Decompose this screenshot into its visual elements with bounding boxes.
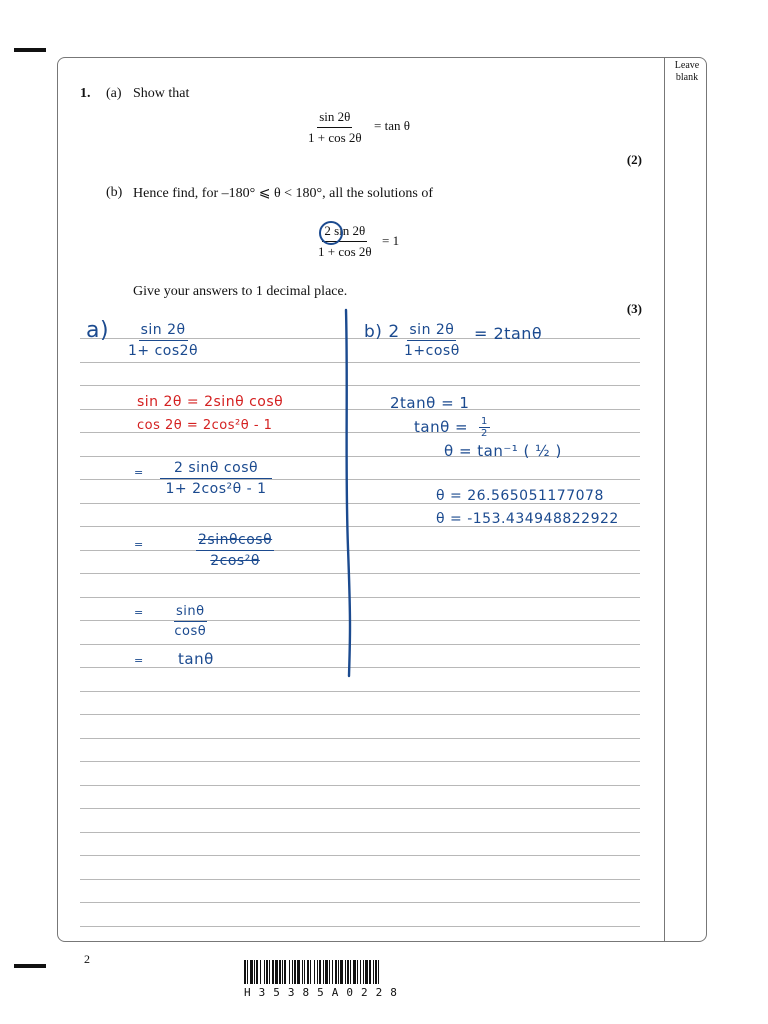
barcode-bar — [378, 960, 379, 984]
barcode-bar — [357, 960, 358, 984]
ruled-line — [80, 902, 640, 903]
ruled-line — [80, 761, 640, 762]
ruled-line — [80, 573, 640, 574]
answer-b-step1-den: 1+cosθ — [404, 343, 460, 359]
leave-blank-label: Leave blank — [674, 60, 700, 83]
answer-b-step3-fraction — [479, 416, 490, 439]
answer-a-step1-num: sin 2θ — [139, 322, 188, 341]
barcode-bar — [314, 960, 315, 984]
answer-b-step1 — [404, 322, 460, 359]
answer-a-step3-den: 2cos²θ — [210, 553, 260, 569]
answer-b-step4: θ = tan⁻¹ ( ½ ) — [444, 442, 562, 460]
answer-a-step1 — [128, 322, 198, 359]
leave-blank-divider — [664, 58, 665, 942]
answer-a-step3 — [196, 532, 274, 569]
answer-a-eq-sign-3: = — [134, 606, 144, 619]
barcode-bar — [256, 960, 258, 984]
answer-b-step3-num: 1 — [481, 416, 488, 427]
answer-a-step4-num: sinθ — [174, 604, 207, 622]
barcode-bar — [294, 960, 296, 984]
barcode-bar — [266, 960, 268, 984]
barcode-bar — [282, 960, 283, 984]
barcode-bar — [338, 960, 339, 984]
barcode-bar — [254, 960, 255, 984]
barcode-bar — [329, 960, 330, 984]
answer-a-step3-num: 2sinθcosθ — [196, 532, 274, 551]
barcode-bar — [347, 960, 349, 984]
answer-a-final: tanθ — [178, 650, 214, 668]
ruled-line — [80, 832, 640, 833]
barcode-bar — [244, 960, 246, 984]
barcode-bar — [317, 960, 318, 984]
answer-a-step2 — [160, 460, 272, 497]
barcode-bar — [323, 960, 324, 984]
barcode-bar — [272, 960, 274, 984]
barcode-bar — [335, 960, 337, 984]
answer-a-step1-den: 1+ cos2θ — [128, 343, 199, 359]
barcode-bar — [350, 960, 351, 984]
ruled-line — [80, 785, 640, 786]
ruled-line — [80, 691, 640, 692]
barcode-bar — [375, 960, 377, 984]
answer-a-eq-sign-4: = — [134, 654, 144, 667]
barcode-bar — [289, 960, 290, 984]
barcode-bar — [365, 960, 368, 984]
barcode-bar — [363, 960, 364, 984]
ruled-line — [80, 597, 640, 598]
answer-a-step2-den: 1+ 2cos²θ - 1 — [165, 481, 267, 497]
ruled-line — [80, 714, 640, 715]
answer-a-eq-sign-2: = — [134, 538, 144, 551]
answer-a-identity-sin: sin 2θ = 2sinθ cosθ — [137, 394, 284, 410]
part-b-marks: (3) — [626, 301, 642, 316]
barcode-bar — [275, 960, 278, 984]
ruled-line — [80, 385, 640, 386]
part-a-text: Show that — [133, 86, 190, 101]
ruled-line — [80, 667, 640, 668]
barcode-bar — [302, 960, 303, 984]
answer-b-step3-den: 2 — [481, 428, 488, 439]
barcode-bar — [307, 960, 309, 984]
part-a-identity-denominator: 1 + cos 2θ — [308, 130, 362, 145]
barcode-bar — [360, 960, 361, 984]
barcode-bar — [319, 960, 321, 984]
part-b-equation-numerator: 2 sin 2θ — [322, 223, 367, 242]
answer-b-solution-2: θ = -153.434948822922 — [436, 511, 619, 527]
question-number: 1. — [80, 86, 91, 101]
part-b-text: Hence find, for –180° ⩽ θ < 180°, all the solutions of — [133, 186, 433, 201]
barcode-bar — [340, 960, 343, 984]
answer-a-identity-cos: cos 2θ = 2cos²θ - 1 — [137, 418, 273, 433]
barcode — [244, 960, 516, 984]
answer-a-step4 — [174, 604, 207, 639]
barcode-bar — [247, 960, 248, 984]
part-b-instruction: Give your answers to 1 decimal place. — [133, 284, 348, 299]
answer-b-step3-lhs: tanθ = — [414, 418, 469, 436]
answer-a-eq-sign-1: = — [134, 466, 144, 479]
part-a-identity-numerator: sin 2θ — [317, 109, 352, 128]
ruled-line — [80, 738, 640, 739]
ruled-line — [80, 855, 640, 856]
part-a-identity-rhs: = tan θ — [374, 118, 410, 133]
ruled-line — [80, 808, 640, 809]
part-a-identity-fraction — [308, 109, 362, 146]
answer-b-step1-rhs: = 2tanθ — [474, 324, 543, 343]
part-a-label: (a) — [106, 86, 122, 101]
registration-mark-bottom — [14, 964, 46, 968]
ruled-line — [80, 644, 640, 645]
barcode-bar — [279, 960, 281, 984]
part-b-equation-rhs: = 1 — [382, 233, 400, 248]
barcode-bar — [369, 960, 371, 984]
barcode-bar — [310, 960, 311, 984]
barcode-bar — [353, 960, 356, 984]
answer-b-step1-num: sin 2θ — [407, 322, 456, 341]
barcode-bar — [297, 960, 300, 984]
ruled-line — [80, 879, 640, 880]
answer-a-label: a) — [86, 318, 110, 343]
barcode-text: H35385A0228 — [244, 986, 405, 999]
barcode-bar — [292, 960, 293, 984]
handwritten-divider — [340, 308, 356, 680]
ruled-line — [80, 620, 640, 621]
part-b-equation-denominator: 1 + cos 2θ — [318, 244, 372, 259]
barcode-bar — [264, 960, 265, 984]
answer-b-solution-1: θ = 26.565051177078 — [436, 488, 604, 504]
barcode-bar — [260, 960, 261, 984]
answer-b-step2: 2tanθ = 1 — [390, 394, 470, 412]
barcode-bar — [373, 960, 374, 984]
circled-coefficient-mark — [319, 221, 343, 245]
answer-a-step2-num: 2 sinθ cosθ — [160, 460, 272, 479]
answer-a-step4-den: cosθ — [174, 624, 207, 639]
barcode-bar — [250, 960, 253, 984]
ruled-line — [80, 550, 640, 551]
barcode-bar — [325, 960, 328, 984]
barcode-bar — [269, 960, 270, 984]
ruled-line — [80, 926, 640, 927]
barcode-bar — [304, 960, 305, 984]
barcode-bar — [332, 960, 333, 984]
answer-b-label: b) 2 — [364, 322, 400, 342]
registration-mark-top — [14, 48, 46, 52]
part-a-marks: (2) — [626, 152, 642, 167]
barcode-bar — [284, 960, 286, 984]
barcode-bar — [345, 960, 346, 984]
page-number: 2 — [84, 952, 90, 966]
part-b-label: (b) — [106, 185, 123, 200]
ruled-line — [80, 362, 640, 363]
